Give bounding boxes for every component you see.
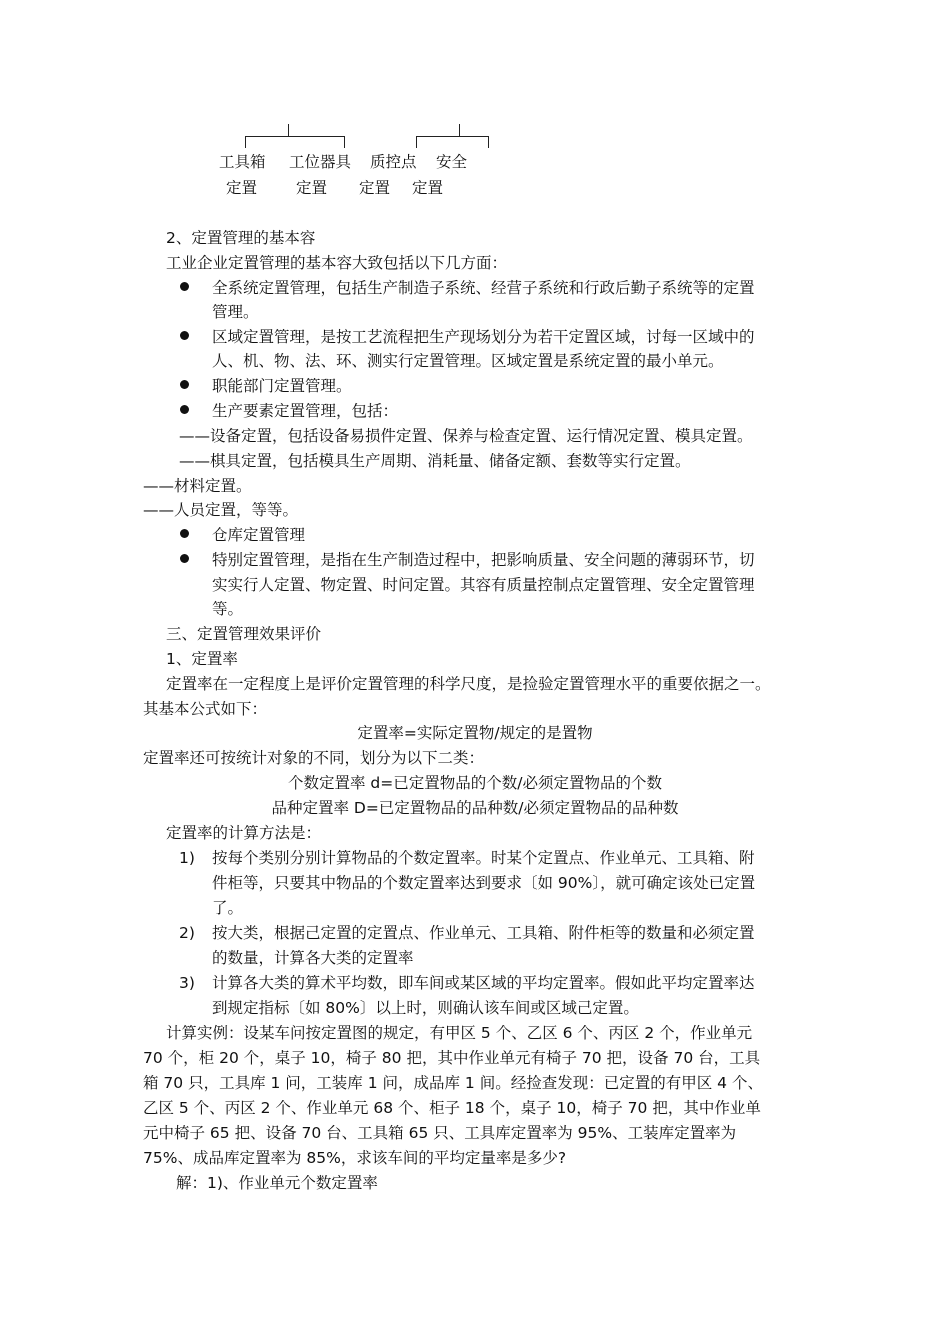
dash-item: ——材料定置。 [143, 477, 252, 495]
diagram-node-safety: 安全 [436, 153, 468, 171]
diagram-node-qc: 质控点 [370, 153, 417, 171]
step-text-cont: 件柜等，只要其中物品的个数定置率达到要求〔如 90%〕，就可确定该处已定置 [212, 874, 756, 892]
bullet-text: 全系统定置管理，包括生产制造子系统、经营子系统和行政后勤子系统等的定置 [212, 279, 755, 297]
example-line: 70 个，柜 20 个，桌子 10，椅子 80 把，其中作业单元有椅子 70 把，设备 70 台，工具 [143, 1049, 761, 1067]
step-number: 2) [179, 924, 195, 942]
example-line: 乙区 5 个、丙区 2 个、作业单元 68 个、柜子 18 个，桌子 10，椅子 70 把，其中作业单 [143, 1099, 761, 1117]
bullet-dot [180, 554, 189, 563]
connector-left-stem [288, 124, 289, 136]
step-number: 1) [179, 849, 195, 867]
formula-variety-rate: 品种定置率 D=已定置物品的品种数/必须定置物品的品种数 [271, 799, 679, 817]
connector-right-drop-2 [488, 136, 489, 148]
example-line: 计算实例：设某车问按定置图的规定，有甲区 5 个、乙区 6 个、丙区 2 个，作业单元 [166, 1024, 753, 1042]
diagram-node-qc-sub: 定置 [359, 179, 391, 197]
step-text-cont: 的数量，计算各大类的定置率 [212, 949, 414, 967]
bullet-dot [180, 380, 189, 389]
diagram-node-toolbox-sub: 定置 [226, 179, 258, 197]
step-number: 3) [179, 974, 195, 992]
section2-heading: 2、定置管理的基本容 [166, 229, 316, 247]
bullet-dot [180, 529, 189, 538]
solution-line: 解：1)、作业单元个数定置率 [176, 1174, 378, 1192]
paragraph: 定置率在一定程度上是评价定置管理的科学尺度，是捡验定置管理水平的重要依据之一。 [166, 675, 771, 693]
example-line: 箱 70 只，工具库 1 问，工装库 1 问，成品库 1 间。经捡查发现：已定置的有甲区 4 个、 [143, 1074, 763, 1092]
step-text-cont: 了。 [212, 899, 244, 917]
bullet-dot [180, 331, 189, 340]
section3-heading: 三、定置管理效果评价 [166, 625, 322, 643]
dash-item: ——棋具定置，包括模具生产周期、消耗量、储备定额、套数等实行定置。 [179, 452, 691, 470]
step-text: 按大类，根据己定置的定置点、作业单元、工具箱、附件柜等的数量和必须定置 [212, 924, 755, 942]
connector-right-drop-1 [416, 136, 417, 148]
method-intro: 定置率的计算方法是： [166, 824, 322, 842]
bullet-text: 特别定置管理，是指在生产制造过程中，把影响质量、安全问题的薄弱环节，切 [212, 551, 755, 569]
bullet-text-cont: 实实行人定置、物定置、时问定置。其容有质量控制点定置管理、安全定置管理 [212, 576, 755, 594]
bullet-text-cont: 管理。 [212, 303, 259, 321]
dash-item: ——设备定置，包括设备易损件定置、保养与检查定置、运行情况定置、模具定置。 [179, 427, 753, 445]
section3-subheading: 1、定置率 [166, 650, 238, 668]
dash-item: ——人员定置，等等。 [143, 501, 299, 519]
step-text-cont: 到规定指标〔如 80%〕以上时，则确认该车间或区域己定置。 [212, 999, 639, 1017]
example-line: 75%、成品库定置率为 85%，求该车间的平均定量率是多少? [143, 1149, 567, 1167]
example-line: 元中椅子 65 把、设备 70 台、工具箱 65 只、工具库定置率为 95%、工装库定置率为 [143, 1124, 737, 1142]
section2-intro: 工业企业定置管理的基本容大致包括以下几方面： [166, 254, 508, 272]
bullet-text-cont: 等。 [212, 600, 244, 618]
bullet-text: 生产要素定置管理，包括： [212, 402, 399, 420]
bullet-dot [180, 282, 189, 291]
diagram-node-fixture: 工位器具 [289, 153, 352, 171]
connector-left-drop-1 [245, 136, 246, 148]
bullet-text-cont: 人、机、物、法、环、测实行定置管理。区域定置是系统定置的最小单元。 [212, 352, 724, 370]
connector-left-bar [245, 136, 345, 137]
diagram-node-toolbox: 工具箱 [219, 153, 266, 171]
bullet-text: 仓库定置管理 [212, 526, 306, 544]
step-text: 计算各大类的算术平均数，即车间或某区域的平均定置率。假如此平均定置率达 [212, 974, 755, 992]
bullet-text: 区域定置管理，是按工艺流程把生产现场划分为若干定置区域，讨每一区域中的 [212, 328, 755, 346]
paragraph-cont: 其基本公式如下： [143, 700, 268, 718]
formula-count-rate: 个数定置率 d=已定置物品的个数/必须定置物品的个数 [288, 774, 662, 792]
connector-right-bar [416, 136, 489, 137]
step-text: 按每个类别分别计算物品的个数定置率。时某个定置点、作业单元、工具箱、附 [212, 849, 755, 867]
bullet-dot [180, 405, 189, 414]
bullet-text: 职能部门定置管理。 [212, 377, 352, 395]
connector-right-stem [459, 124, 460, 136]
diagram-node-fixture-sub: 定置 [296, 179, 328, 197]
formula-main: 定置率=实际定置物/规定的是置物 [357, 724, 593, 742]
connector-left-drop-2 [344, 136, 345, 148]
diagram-node-safety-sub: 定置 [412, 179, 444, 197]
paragraph: 定置率还可按统计对象的不同，划分为以下二类： [143, 749, 485, 767]
